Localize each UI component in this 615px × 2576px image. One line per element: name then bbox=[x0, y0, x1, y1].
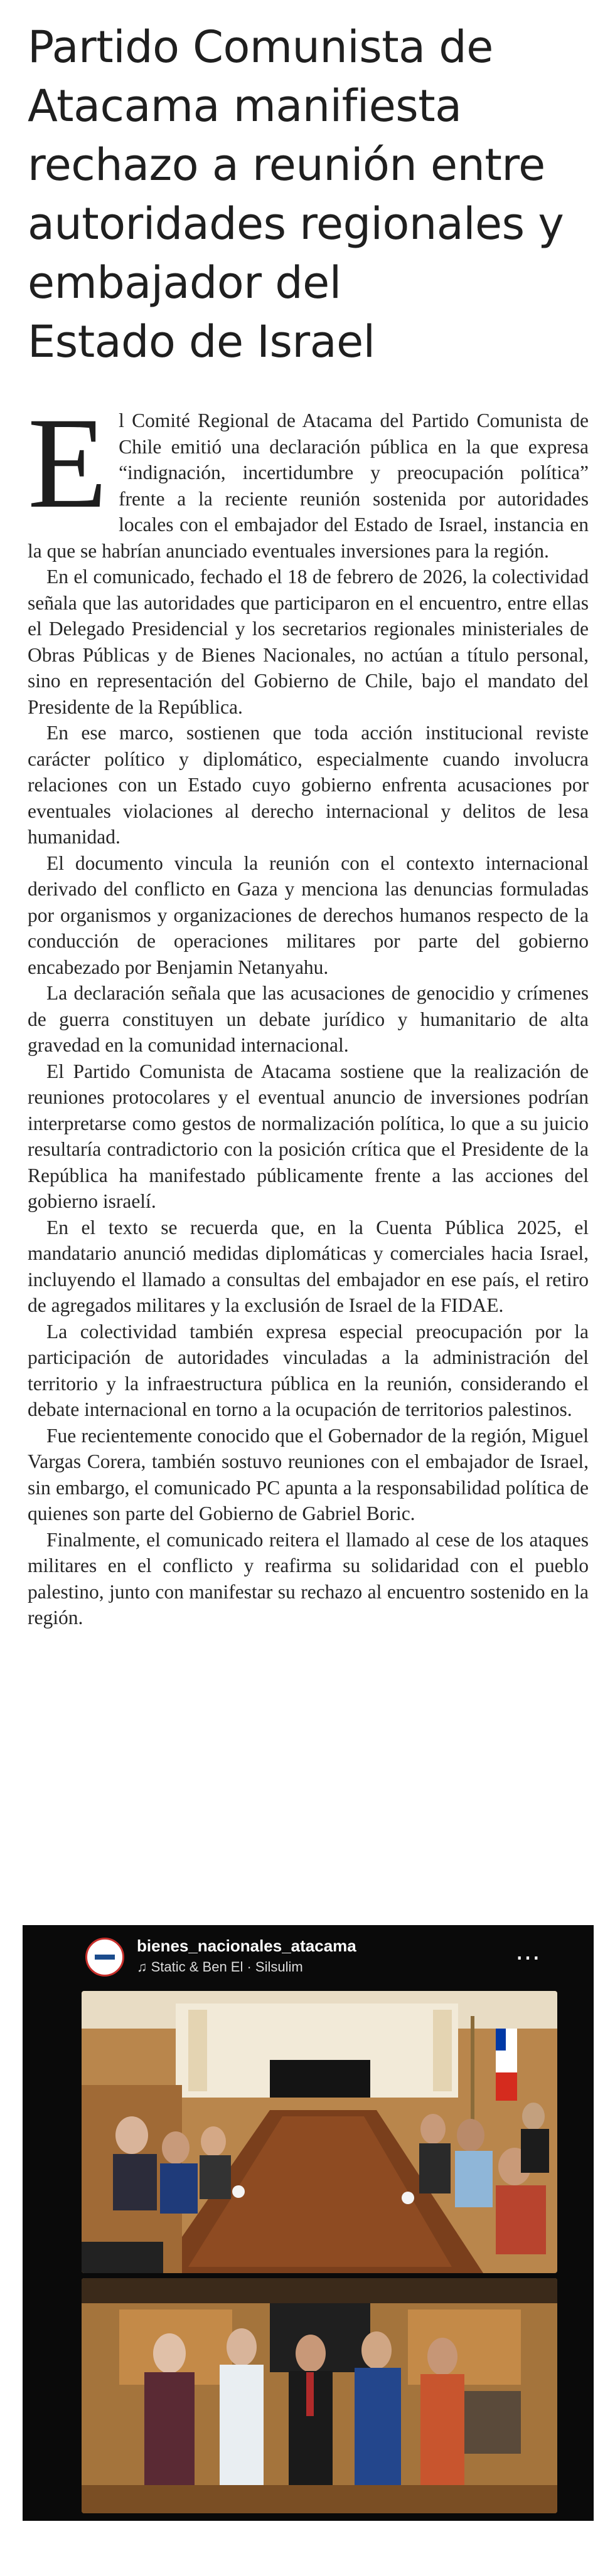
article-paragraph: El Partido Comunista de Atacama sostiene que la realización de reuniones protocolares y el eventual anuncio de inversiones podrían interpretarse como gestos de normalización política, lo que a su juicio resultaría contradictorio con la posición crítica que el Presidente de la República ha manifestado públicamente frente a las acciones del gobierno israelí. bbox=[28, 1060, 589, 1212]
article-paragraph: Fue recientemente conocido que el Gobernador de la región, Miguel Vargas Corera, también sostuvo reuniones con el embajador de Israel, sin embargo, el comunicado PC apunta a la responsabilidad política de quienes son parte del Gobierno de Gabriel Boric. bbox=[28, 1424, 589, 1524]
headline-line: rechazo a reunión entre bbox=[28, 139, 545, 191]
instagram-post bbox=[23, 1925, 594, 2521]
post-username[interactable]: bienes_nacionales_atacama bbox=[137, 1936, 356, 1955]
drop-cap: E bbox=[28, 391, 108, 535]
avatar-logo-icon bbox=[95, 1955, 115, 1960]
group-photo bbox=[82, 2278, 557, 2513]
paragraph-text: l Comité Regional de Atacama del Partido Comunista de Chile emitió una declaración pública en la que expresa “indignación, incertidumbre y preocupación política” frente a la reciente reunión sostenida por autoridades locales con el embajador del Estado de Israel, instancia en la que se habrían anunciado eventuales inversiones para la región. bbox=[28, 409, 589, 562]
group-photo-illustration bbox=[82, 2278, 557, 2513]
article-paragraph: La declaración señala que las acusaciones de genocidio y crímenes de guerra constituyen un debate jurídico y humanitario de alta gravedad en la comunidad internacional. bbox=[28, 982, 589, 1056]
meeting-photo-illustration bbox=[82, 1991, 557, 2273]
meeting-photo bbox=[82, 1991, 557, 2273]
more-options-icon[interactable]: … bbox=[515, 1937, 540, 1966]
article-paragraph: En el comunicado, fechado el 18 de febrero de 2026, la colectividad señala que las autoridades que participaron en el encuentro, entre ellas el Delegado Presidencial y los secretarios regionales ministeriales de Obras Públicas y de Bienes Nacionales, no actúan a título personal, sino en representación del Gobierno de Chile, bajo el mandato del Presidente de la República. bbox=[28, 566, 589, 718]
post-header bbox=[23, 1925, 594, 1988]
post-music[interactable] bbox=[137, 1959, 303, 1975]
music-note-icon: ♫ bbox=[137, 1959, 147, 1975]
article-paragraph bbox=[28, 391, 589, 564]
article-body bbox=[28, 391, 589, 1631]
headline bbox=[28, 18, 592, 371]
article-paragraph: El documento vincula la reunión con el contexto internacional derivado del conflicto en Gaza y menciona las denuncias formuladas por organismos y organizaciones de derechos humanos respecto de la conducción de operaciones militares por parte del gobierno encabezado por Benjamin Netanyahu. bbox=[28, 852, 589, 978]
headline-line: autoridades regionales y bbox=[28, 198, 564, 250]
avatar[interactable] bbox=[85, 1938, 124, 1977]
article-paragraph: Finalmente, el comunicado reitera el llamado al cese de los ataques militares en el conflicto y reafirma su solidaridad con el pueblo palestino, junto con manifestar su rechazo al encuentro sostenido en la región. bbox=[28, 1528, 589, 1628]
headline-line: Estado de Israel bbox=[28, 316, 375, 367]
article-paragraph: En el texto se recuerda que, en la Cuenta Pública 2025, el mandatario anunció medidas diplomáticas y comerciales hacia Israel, incluyendo el llamado a consultas del embajador en ese país, el retiro de agregados militares y la exclusión de Israel de la FIDAE. bbox=[28, 1216, 589, 1316]
headline-line: Atacama manifiesta bbox=[28, 80, 462, 132]
article-paragraph: En ese marco, sostienen que toda acción institucional reviste carácter político y diplomático, especialmente cuando involucra relaciones con un Estado cuyo gobierno enfrenta acusaciones por eventuales violaciones al derecho internacional y delitos de lesa humanidad. bbox=[28, 722, 589, 848]
headline-line: embajador del bbox=[28, 257, 341, 309]
article-paragraph: La colectividad también expresa especial preocupación por la participación de autoridades vinculadas a la administración del territorio y la infraestructura pública en la reunión, considerando el debate internacional en torno a la ocupación de territorios palestinos. bbox=[28, 1320, 589, 1420]
music-track: Static & Ben El · Silsulim bbox=[151, 1959, 303, 1975]
headline-line: Partido Comunista de bbox=[28, 21, 493, 73]
